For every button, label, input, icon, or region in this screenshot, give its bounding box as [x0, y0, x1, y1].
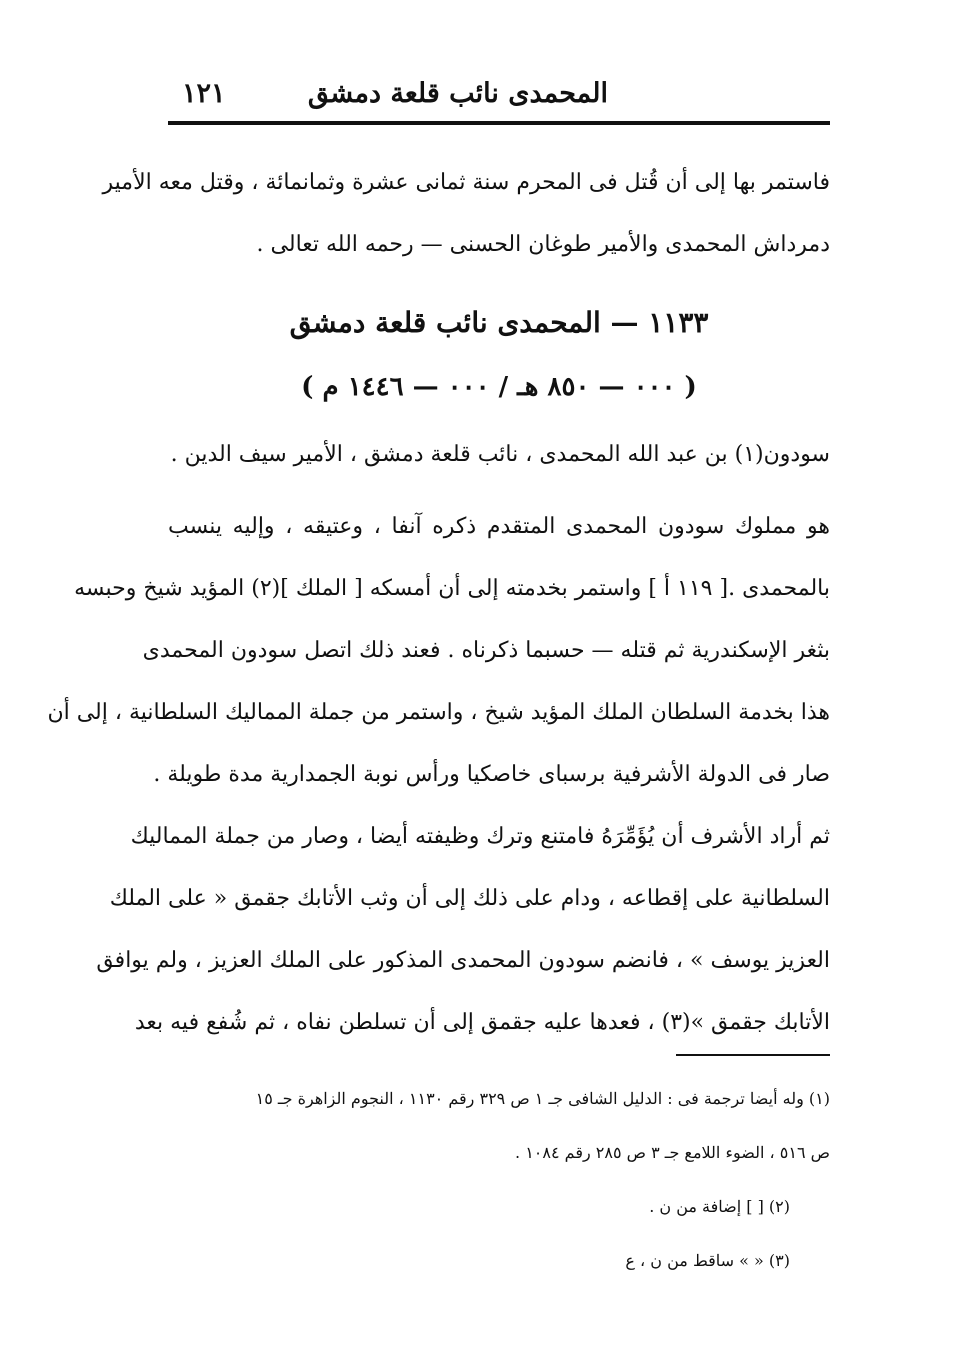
- footnote-rule: [676, 1054, 830, 1056]
- text-line: الأتابك جقمق »(٣) ، فعدها عليه جقمق إلى أن تسلطن نفاه ، ثم شُفع فيه بعد: [134, 1010, 830, 1035]
- footnote-line: (١) وله أيضا ترجمة فى : الدليل الشافى جـ ١ ص ٣٢٩ رقم ١١٣٠ ، النجوم الزاهرة جـ ١٥: [255, 1089, 830, 1108]
- text-line: دمرداش المحمدى والأمير طوغان الحسنى — رحمه الله تعالى .: [256, 232, 830, 257]
- page-number: ١٢١: [182, 78, 226, 109]
- text-line: السلطانية على إقطاعه ، ودام على ذلك إلى أن وثب الأتابك جقمق « على الملك: [109, 886, 830, 911]
- footnote-line: (٣) « » ساقط من ن ، ع: [625, 1251, 790, 1270]
- text-line: ثم أراد الأشرف أن يُؤَمِّرَهُ فامتنع وترك وظيفته أيضا ، وصار من جملة المماليك: [130, 824, 830, 849]
- entry-name-line: [168, 424, 830, 486]
- text-line: العزيز يوسف » ، فانضم سودون المحمدى المذكور على الملك العزيز ، ولم يوافق: [96, 948, 830, 973]
- running-title: المحمدى نائب قلعة دمشق: [307, 78, 608, 109]
- footnotes: [168, 1072, 830, 1288]
- entry-dates: ( ٠٠٠ — ٨٥٠ هـ / ٠٠٠ — ١٤٤٦ م ): [301, 372, 697, 402]
- intro-paragraph: [102, 152, 830, 276]
- page-header: [168, 72, 830, 122]
- text-line: صار فى الدولة الأشرفية برسباى خاصكيا ورأس نوبة الجمدارية مدة طويلة .: [153, 762, 830, 787]
- text-line: بثغر الإسكندرية ثم قتله — حسبما ذكرناه . فعند ذلك اتصل سودون المحمدى: [142, 638, 830, 663]
- body-paragraph: [47, 496, 830, 1054]
- text-line: هو مملوك سودون المحمدى المتقدم ذكره آنفا ، وعتيقه ، وإليه ينسب: [168, 514, 830, 539]
- footnote-line: ص ٥١٦ ، الضوء اللامع جـ ٣ ص ٢٨٥ رقم ١٠٨٤ .: [515, 1143, 830, 1162]
- entry-title: ١١٣٣ — المحمدى نائب قلعة دمشق: [289, 306, 709, 339]
- text-line: هذا بخدمة السلطان الملك المؤيد شيخ ، واستمر من جملة المماليك السلطانية ، إلى أن: [47, 700, 830, 725]
- text-line: فاستمر بها إلى أن قُتل فى المحرم سنة ثمانى عشرة وثمانمائة ، وقتل معه الأمير: [102, 170, 830, 195]
- text-line: سودون(١) بن عبد الله المحمدى ، نائب قلعة دمشق ، الأمير سيف الدين .: [170, 442, 830, 467]
- header-rule: [168, 121, 830, 125]
- footnote-line: (٢) [ ] إضافة من ن .: [649, 1197, 790, 1216]
- text-line: بالمحمدى .[ ١١٩ أ ] واستمر بخدمته إلى أن أمسكه [ الملك ](٢) المؤيد شيخ وحبسه: [74, 576, 830, 601]
